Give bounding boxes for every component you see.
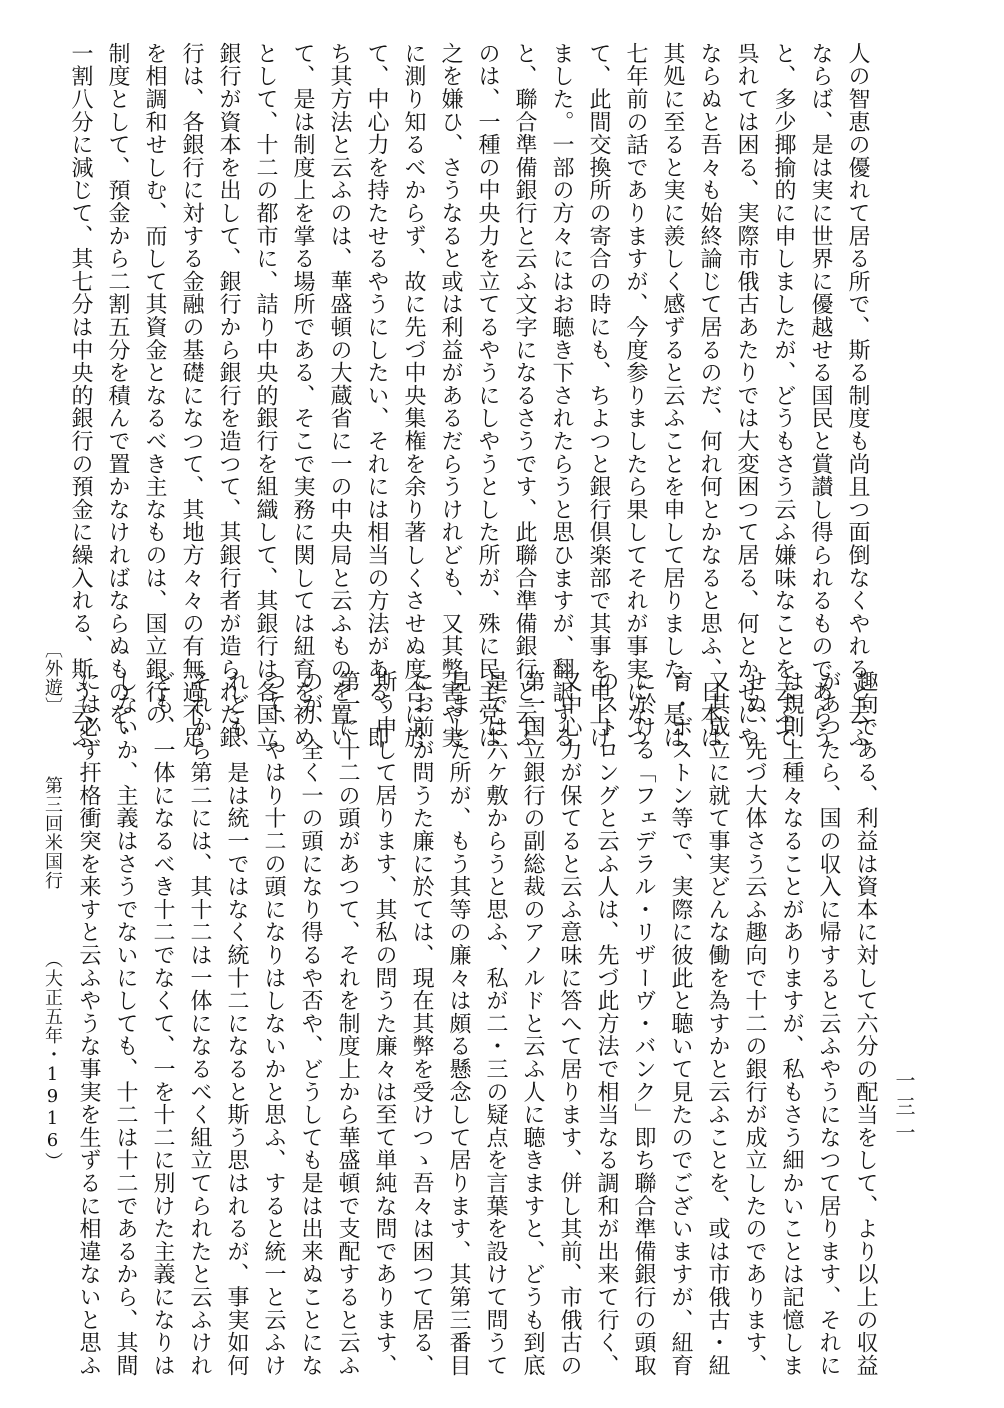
text-line: 一割八分に減じて、其七分は中央的銀行の預金に繰入れる、斯う云ふ — [68, 42, 93, 749]
text-line: それから第二には、其十二は一体になるべく組立てられたと云ふけれ — [187, 670, 212, 1377]
text-line: 人の智恵の優れて居る所で、斯る制度も尚且つ面倒なくやれると云ふ — [845, 42, 870, 749]
lower-text-block — [76, 670, 884, 1390]
footer-section: 〔外遊〕 — [42, 640, 63, 716]
text-line: にお前が問うた廉に於ては、現在其弊を受けつゝ吾々は困つて居る、 — [409, 670, 434, 1377]
text-line: て、是は制度上を掌る場所である、そこで実務に関しては紐育を初め — [290, 42, 315, 749]
text-line: て、中心力を持たせるやうにしたい、それには相当の方法がある、即 — [364, 42, 389, 749]
footer-year: （大正五年・1916） — [42, 950, 63, 1171]
text-line: 斯う申して居ります、其私の問うた廉々は至て単純な問であります、 — [372, 670, 397, 1377]
text-line: のは、一種の中央力を立てるやうにしやうとした所が、殊に民主党は — [475, 42, 500, 749]
text-line: 見ました所が、もう其等の廉々は頗る懸念して居ります、其第三番目 — [446, 670, 471, 1377]
text-line: に於ける「フェデラル・リザーヴ・バンク」即ち聯合準備銀行の頭取 — [631, 670, 656, 1377]
text-line: 呉れては困る、実際市俄古あたりでは大変困つて居る、何とかせにや — [734, 42, 759, 749]
text-line: があつたら、国の収入に帰すると云ふやうになつて居ります、それに — [816, 670, 841, 1377]
text-line: のが、全く一の頭になり得るや否や、どうしても是は出来ぬことにな — [298, 670, 323, 1377]
text-line: として、十二の都市に、詰り中央的銀行を組織して、其銀行は各国立 — [253, 42, 278, 749]
text-line: 銀行が資本を出して、銀行から銀行を造つて、其銀行者が造られた銀 — [216, 42, 241, 749]
text-line: 第一国立銀行の副総裁のアノルドと云ふ人に聴きますと、どうも到底 — [520, 670, 545, 1377]
text-line: ならば、是は実に世界に優越せる国民と賞讃し得られるものであらう — [808, 42, 833, 749]
text-line: 之を嫌ひ、さうなると或は利益があるだらうけれども、又其弊害や実 — [438, 42, 463, 749]
footer-title: 第三回米国行 — [42, 776, 63, 890]
text-line: 是では六ケ敷からうと思ふ、私が二・三の疑点を言葉を設けて問うて — [483, 670, 508, 1377]
text-line: と、多少揶揄的に申しましたが、どうもさう云ふ嫌味なことを云ふて — [771, 42, 796, 749]
page-number: 一三一 — [892, 1070, 916, 1148]
upper-text-block — [68, 42, 876, 749]
text-line: て、此間交換所の寄合の時にも、ちよつと銀行倶楽部で其事を申上げ — [586, 42, 611, 749]
text-line: せぬ、先づ大体さう云ふ趣向で十二の銀行が成立したのであります、 — [742, 670, 767, 1377]
text-line: ました。一部の方々にはお聴き下されたらうと思ひますが、翻訳する — [549, 42, 574, 749]
text-line: 又中心力が保てると云ふ意味に答へて居ります、併し其前、市俄古の — [557, 670, 582, 1377]
text-line: つて、やはり十二の頭になりはしないかと思ふ、すると統一と云ふけ — [261, 670, 286, 1377]
text-line: を相調和せしむ、而して其資金となるべき主なものは、国立銀行の — [142, 42, 167, 726]
text-line: 趣向である、利益は資本に対して六分の配当をして、より以上の収益 — [853, 670, 878, 1377]
text-line: 育・ボストン等で、実際に彼此と聴いて見たのでございますが、紐育 — [668, 670, 693, 1377]
text-line: れども、是は統一ではなく統十二になると斯う思はれるが、事実如何 — [224, 670, 249, 1377]
text-line: は規則上種々なることがありますが、私もさう細かいことは記憶しま — [779, 670, 804, 1377]
running-footer — [40, 640, 64, 1171]
text-line: 制度として、預金から二割五分を積んで置かなければならぬものを、 — [105, 42, 130, 749]
text-line: ども、一体になるべき十二でなくて、一を十二に別けた主義になりは — [150, 670, 175, 1377]
text-line: に測り知るべからず、故に先づ中央集権を余り著しくさせぬ度合に於 — [401, 42, 426, 749]
text-line: には必ず扞格衝突を来すと云ふやうな事実を生ずるに相違ないと思ふ — [76, 670, 101, 1377]
text-line: ち其方法と云ふのは、華盛頓の大蔵省に一の中央局と云ふものを置い — [327, 42, 352, 749]
text-line: と、聯合準備銀行と云ふ文字になるさうです、此聯合準備銀行と云ふ — [512, 42, 537, 749]
text-line: ならぬと吾々も始終論じて居るのだ、何れ何とかなると思ふ、日本は — [697, 42, 722, 749]
text-line: 其処に至ると実に羨しく感ずると云ふことを申して居りました。是は — [660, 42, 685, 749]
text-line: のストロングと云ふ人は、先づ此方法で相当なる調和が出来て行く、 — [594, 670, 619, 1377]
text-line: しないか、主義はさうでないにしても、十二は十二であるから、其間 — [113, 670, 138, 1377]
text-line: 第一に十二の頭があつて、それを制度上から華盛頓で支配すると云ふ — [335, 670, 360, 1377]
text-line: 行は、各銀行に対する金融の基礎になつて、其地方々々の有無過不足 — [179, 42, 204, 749]
text-line: 又其成立に就て事実どんな働を為すかと云ふことを、或は市俄古・紐 — [705, 670, 730, 1377]
text-line: 七年前の話でありますが、今度参りましたら果してそれが事実になつ — [623, 42, 648, 749]
